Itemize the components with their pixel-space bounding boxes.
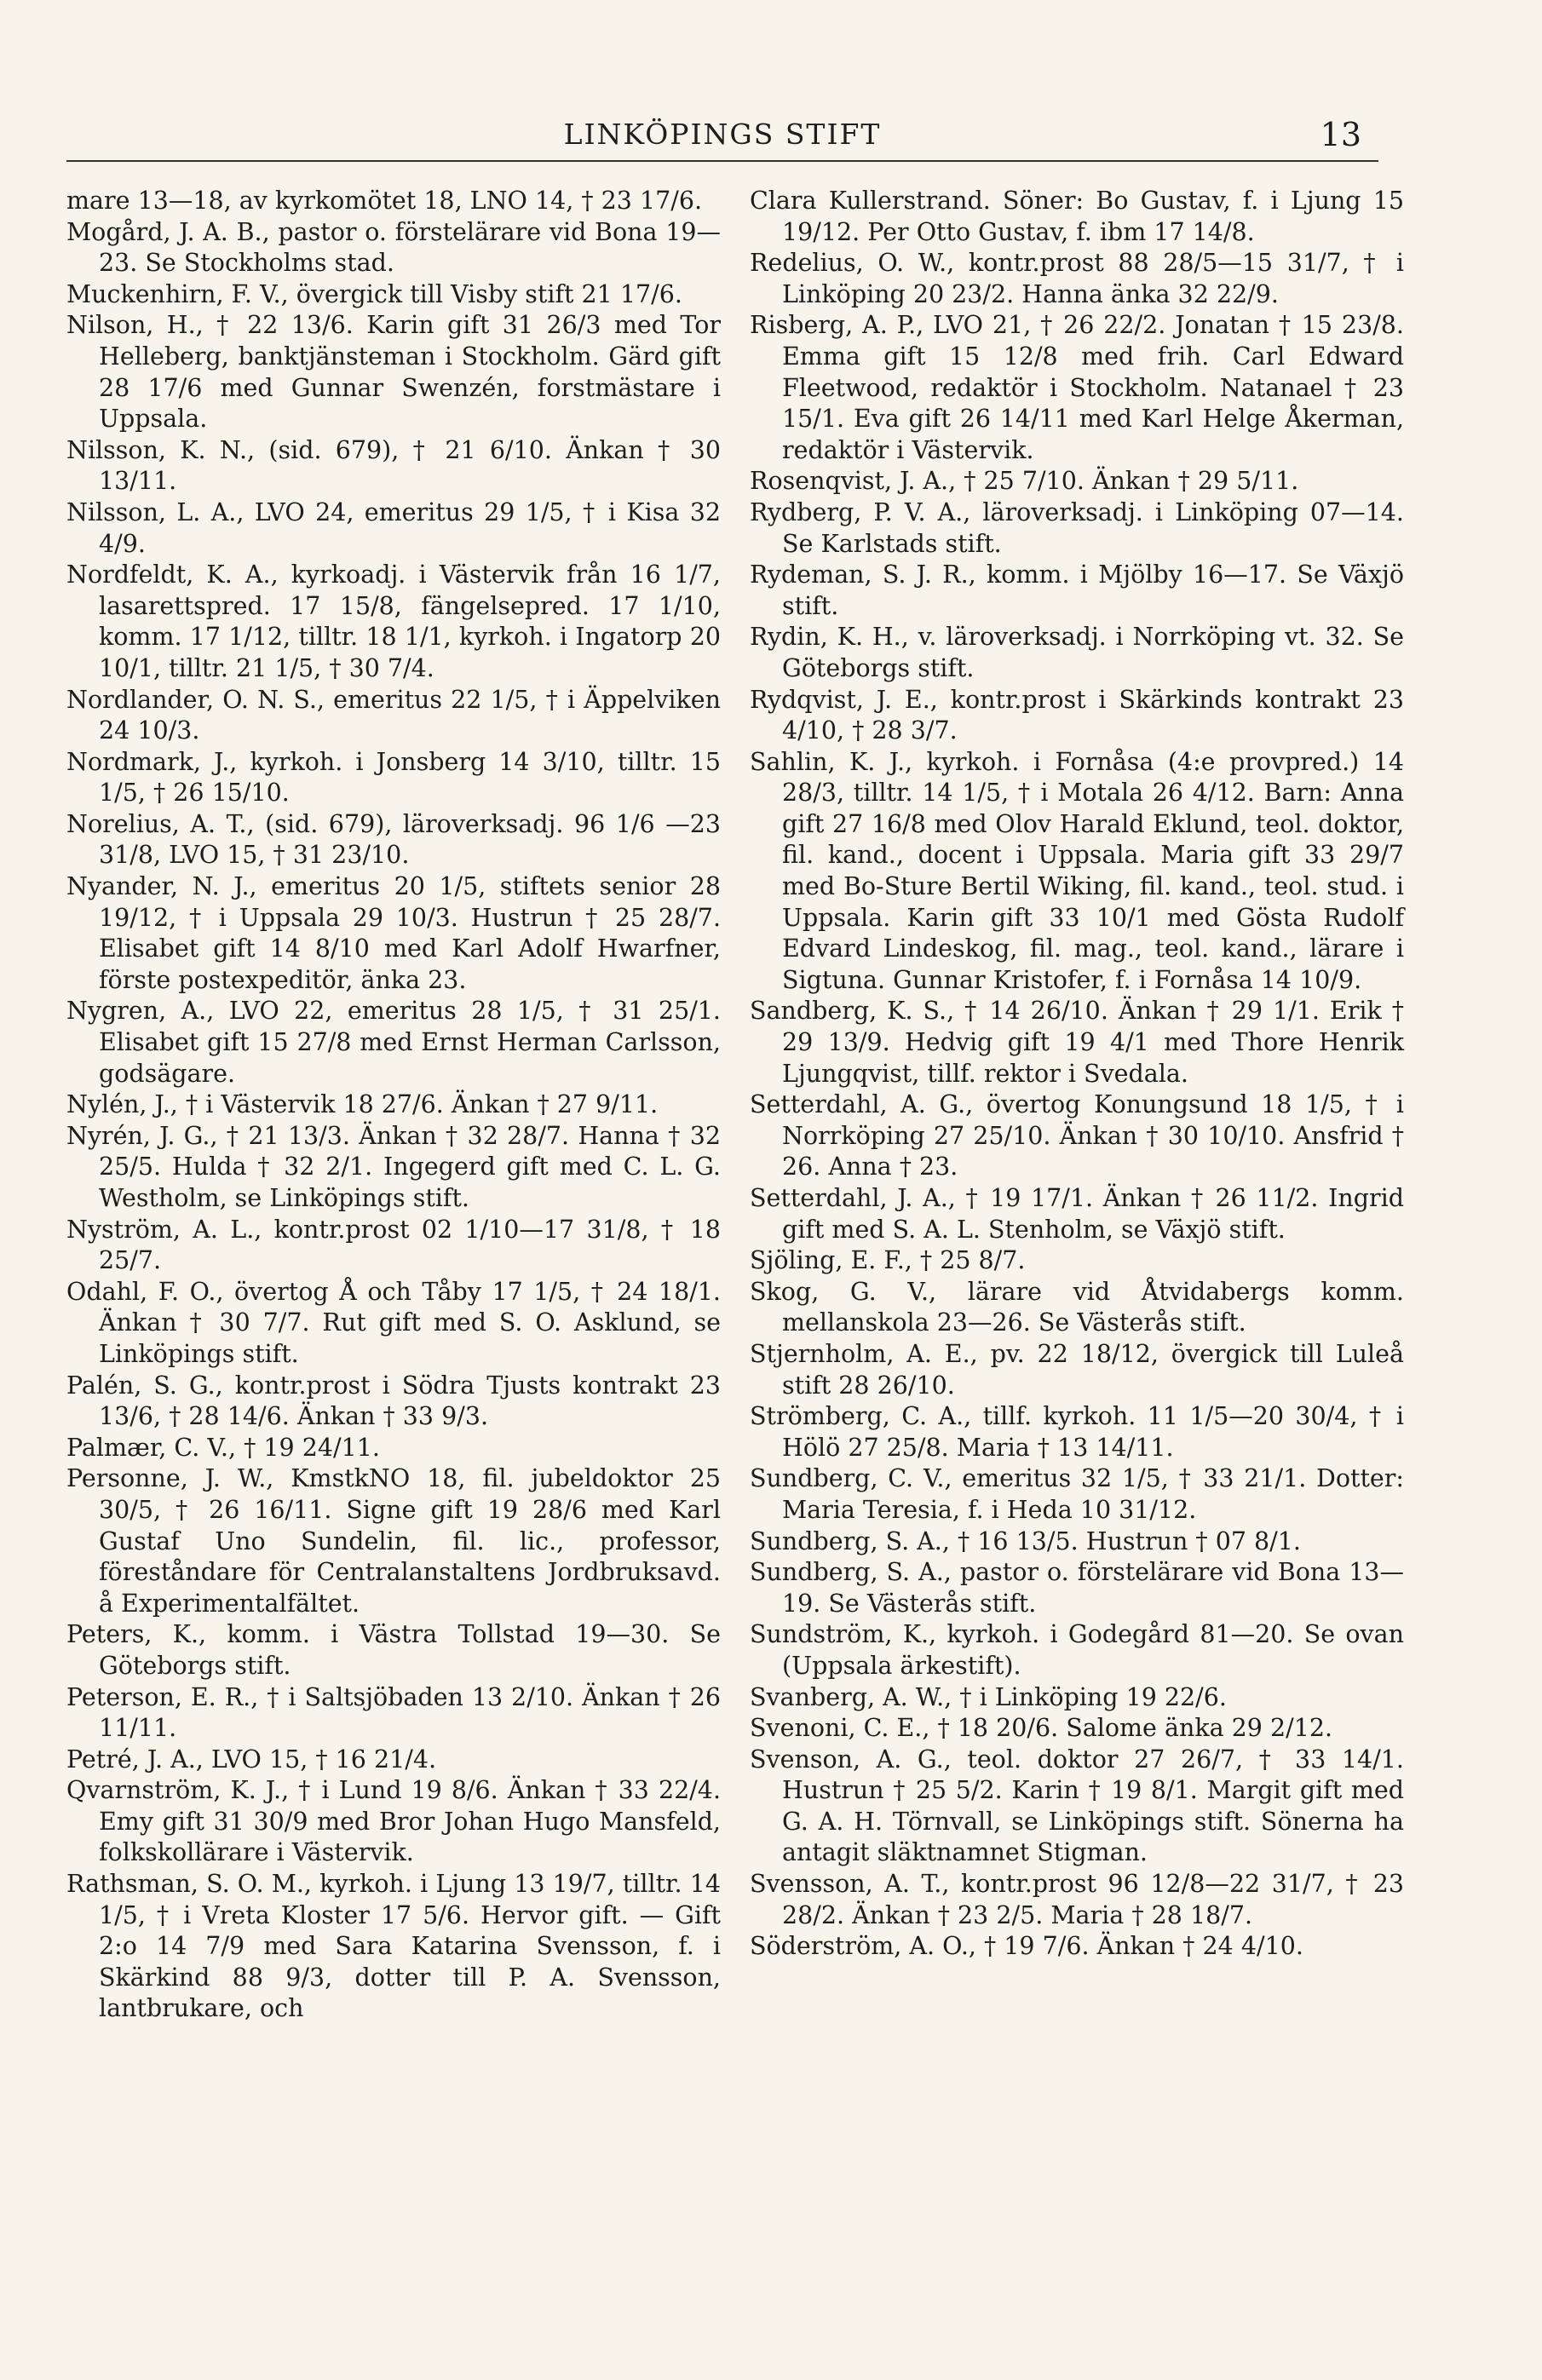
register-entry: Nylén, J., † i Västervik 18 27/6. Änkan † 27 9/11.: [66, 1090, 659, 1119]
register-entry: Setterdahl, J. A., † 19 17/1. Änkan † 26 11/2. Ingrid gift med S. A. L. Stenholm, se Växjö stift.: [750, 1184, 1404, 1244]
register-entry: Redelius, O. W., kontr.prost 88 28/5—15 31/7, † i Linköping 20 23/2. Hanna änka 32 22/9.: [750, 249, 1404, 308]
register-entry: Sundberg, C. V., emeritus 32 1/5, † 33 21/1. Dotter: Maria Teresia, f. i Heda 10 31/12.: [750, 1464, 1404, 1524]
register-entry: Rydqvist, J. E., kontr.prost i Skärkinds kontrakt 23 4/10, † 28 3/7.: [750, 685, 1404, 745]
register-entry: Odahl, F. O., övertog Å och Tåby 17 1/5, † 24 18/1. Änkan † 30 7/7. Rut gift med S. O. Asklund, se Linköpings stift.: [66, 1277, 721, 1368]
register-entry: Mogård, J. A. B., pastor o. förstelärare vid Bona 19—23. Se Stockholms stad.: [66, 217, 721, 278]
register-entry: Personne, J. W., KmstkNO 18, fil. jubeldoktor 25 30/5, † 26 16/11. Signe gift 19 28/6 med Karl Gustaf Uno Sundelin, fil. lic., professor, föreståndare för Centralanstaltens Jordbruksavd. å Experimentalfältet.: [66, 1464, 721, 1618]
register-entry: Qvarnström, K. J., † i Lund 19 8/6. Änkan † 33 22/4. Emy gift 31 30/9 med Bror Johan Hugo Mansfeld, folkskollärare i Västervik.: [66, 1776, 721, 1867]
right-column: [750, 186, 1404, 1963]
register-entry: Nyström, A. L., kontr.prost 02 1/10—17 31/8, † 18 25/7.: [66, 1215, 721, 1275]
register-entry: Rosenqvist, J. A., † 25 7/10. Änkan † 29 5/11.: [750, 467, 1299, 496]
register-entry: Stjernholm, A. E., pv. 22 18/12, övergick till Luleå stift 28 26/10.: [750, 1339, 1404, 1400]
register-entry: Rathsman, S. O. M., kyrkoh. i Ljung 13 19/7, tilltr. 14 1/5, † i Vreta Kloster 17 5/6. Hervor gift. — Gift 2:o 14 7/9 med Sara Katarina Svensson, f. i Skärkind 88 9/3, dotter till P. A. Svensson, lantbrukare, och: [66, 1870, 721, 2023]
register-entry: Sundberg, S. A., † 16 13/5. Hustrun † 07 8/1.: [750, 1526, 1301, 1555]
register-entry: Peters, K., komm. i Västra Tollstad 19—30. Se Göteborgs stift.: [66, 1620, 721, 1680]
register-entry: Setterdahl, A. G., övertog Konungsund 18 1/5, † i Norrköping 27 25/10. Änkan † 30 10/10. Ansfrid † 26. Anna † 23.: [750, 1090, 1404, 1181]
register-entry: Nilson, H., † 22 13/6. Karin gift 31 26/3 med Tor Helleberg, banktjänsteman i Stockholm. Gärd gift 28 17/6 med Gunnar Swenzén, forstmästare i Uppsala.: [66, 311, 721, 434]
register-entry: Risberg, A. P., LVO 21, † 26 22/2. Jonatan † 15 23/8. Emma gift 15 12/8 med frih. Carl Edward Fleetwood, redaktör i Stockholm. Natanael † 23 15/1. Eva gift 26 14/11 med Karl Helge Åkerman, redaktör i Västervik.: [750, 311, 1404, 464]
register-entry: Sundström, K., kyrkoh. i Godegård 81—20. Se ovan (Uppsala ärkestift).: [750, 1620, 1404, 1680]
register-entry: Strömberg, C. A., tillf. kyrkoh. 11 1/5—20 30/4, † i Hölö 27 25/8. Maria † 13 14/11.: [750, 1402, 1404, 1462]
register-entry: Sjöling, E. F., † 25 8/7.: [750, 1246, 1026, 1275]
register-entry: Svanberg, A. W., † i Linköping 19 22/6.: [750, 1682, 1227, 1711]
register-entry: Nordlander, O. N. S., emeritus 22 1/5, † i Äppelviken 24 10/3.: [66, 685, 721, 745]
register-entry: Rydberg, P. V. A., läroverksadj. i Linköping 07—14. Se Karlstads stift.: [750, 497, 1404, 558]
register-entry: Nilsson, L. A., LVO 24, emeritus 29 1/5, † i Kisa 32 4/9.: [66, 497, 721, 558]
register-entry: Sundberg, S. A., pastor o. förstelärare vid Bona 13—19. Se Västerås stift.: [750, 1558, 1404, 1618]
register-entry: Sandberg, K. S., † 14 26/10. Änkan † 29 1/1. Erik † 29 13/9. Hedvig gift 19 4/1 med Thore Henrik Ljungqvist, tillf. rektor i Svedala.: [750, 997, 1404, 1088]
register-entry: Sahlin, K. J., kyrkoh. i Fornåsa (4:e provpred.) 14 28/3, tilltr. 14 1/5, † i Motala 26 4/12. Barn: Anna gift 27 16/8 med Olov Harald Eklund, teol. doktor, fil. kand., docent i Uppsala. Maria gift 33 29/7 med Bo-Sture Bertil Wiking, fil. kand., teol. stud. i Uppsala. Karin gift 33 10/1 med Gösta Rudolf Edvard Lindeskog, fil. mag., teol. kand., lärare i Sigtuna. Gunnar Kristofer, f. i Fornåsa 14 10/9.: [750, 747, 1404, 994]
register-entry: Nilsson, K. N., (sid. 679), † 21 6/10. Änkan † 30 13/11.: [66, 435, 721, 496]
page-number: 13: [1320, 116, 1361, 153]
left-column: [66, 186, 721, 2025]
running-head: LINKÖPINGS STIFT: [563, 118, 882, 151]
register-entry: Rydin, K. H., v. läroverksadj. i Norrköping vt. 32. Se Göteborgs stift.: [750, 623, 1404, 682]
register-entry: mare 13—18, av kyrkomötet 18, LNO 14, † 23 17/6.: [66, 187, 703, 215]
register-entry: Palén, S. G., kontr.prost i Södra Tjusts kontrakt 23 13/6, † 28 14/6. Änkan † 33 9/3.: [66, 1371, 721, 1431]
register-entry: Peterson, E. R., † i Saltsjöbaden 13 2/10. Änkan † 26 11/11.: [66, 1682, 721, 1743]
register-entry: Svensson, A. T., kontr.prost 96 12/8—22 31/7, † 23 28/2. Änkan † 23 2/5. Maria † 28 18/7.: [750, 1870, 1404, 1929]
register-entry: Rydeman, S. J. R., komm. i Mjölby 16—17. Se Växjö stift.: [750, 561, 1404, 620]
register-entry: Norelius, A. T., (sid. 679), läroverksadj. 96 1/6 —23 31/8, LVO 15, † 31 23/10.: [66, 809, 721, 870]
register-entry: Palmær, C. V., † 19 24/11.: [66, 1433, 380, 1462]
register-entry: Söderström, A. O., † 19 7/6. Änkan † 24 4/10.: [750, 1932, 1303, 1961]
register-entry: Nyrén, J. G., † 21 13/3. Änkan † 32 28/7. Hanna † 32 25/5. Hulda † 32 2/1. Ingegerd gift med C. L. G. Westholm, se Linköpings stift.: [66, 1121, 721, 1212]
register-entry: Nordfeldt, K. A., kyrkoadj. i Västervik från 16 1/7, lasarettspred. 17 15/8, fängelsepred. 17 1/10, komm. 17 1/12, tilltr. 18 1/1, kyrkoh. i Ingatorp 20 10/1, tilltr. 21 1/5, † 30 7/4.: [66, 561, 721, 682]
register-entry: Petré, J. A., LVO 15, † 16 21/4.: [66, 1745, 437, 1774]
register-entry: Svenson, A. G., teol. doktor 27 26/7, † 33 14/1. Hustrun † 25 5/2. Karin † 19 8/1. Margit gift med G. A. H. Törnvall, se Linköpings stift. Sönerna ha antagit släktnamnet Stigman.: [750, 1745, 1404, 1867]
register-entry: Nygren, A., LVO 22, emeritus 28 1/5, † 31 25/1. Elisabet gift 15 27/8 med Ernst Herman Carlsson, godsägare.: [66, 997, 721, 1088]
register-entry: Clara Kullerstrand. Söner: Bo Gustav, f. i Ljung 15 19/12. Per Otto Gustav, f. ibm 17 14/8.: [750, 187, 1404, 246]
register-entry: Skog, G. V., lärare vid Åtvidabergs komm. mellanskola 23—26. Se Västerås stift.: [750, 1277, 1404, 1337]
page-header: [66, 109, 1378, 162]
register-entry: Muckenhirn, F. V., övergick till Visby stift 21 17/6.: [66, 279, 682, 308]
register-entry: Nyander, N. J., emeritus 20 1/5, stiftets senior 28 19/12, † i Uppsala 29 10/3. Hustrun † 25 28/7. Elisabet gift 14 8/10 med Karl Adolf Hwarfner, förste postexpeditör, änka 23.: [66, 872, 721, 994]
register-entry: Svenoni, C. E., † 18 20/6. Salome änka 29 2/12.: [750, 1714, 1333, 1743]
register-entry: Nordmark, J., kyrkoh. i Jonsberg 14 3/10, tilltr. 15 1/5, † 26 15/10.: [66, 747, 721, 808]
